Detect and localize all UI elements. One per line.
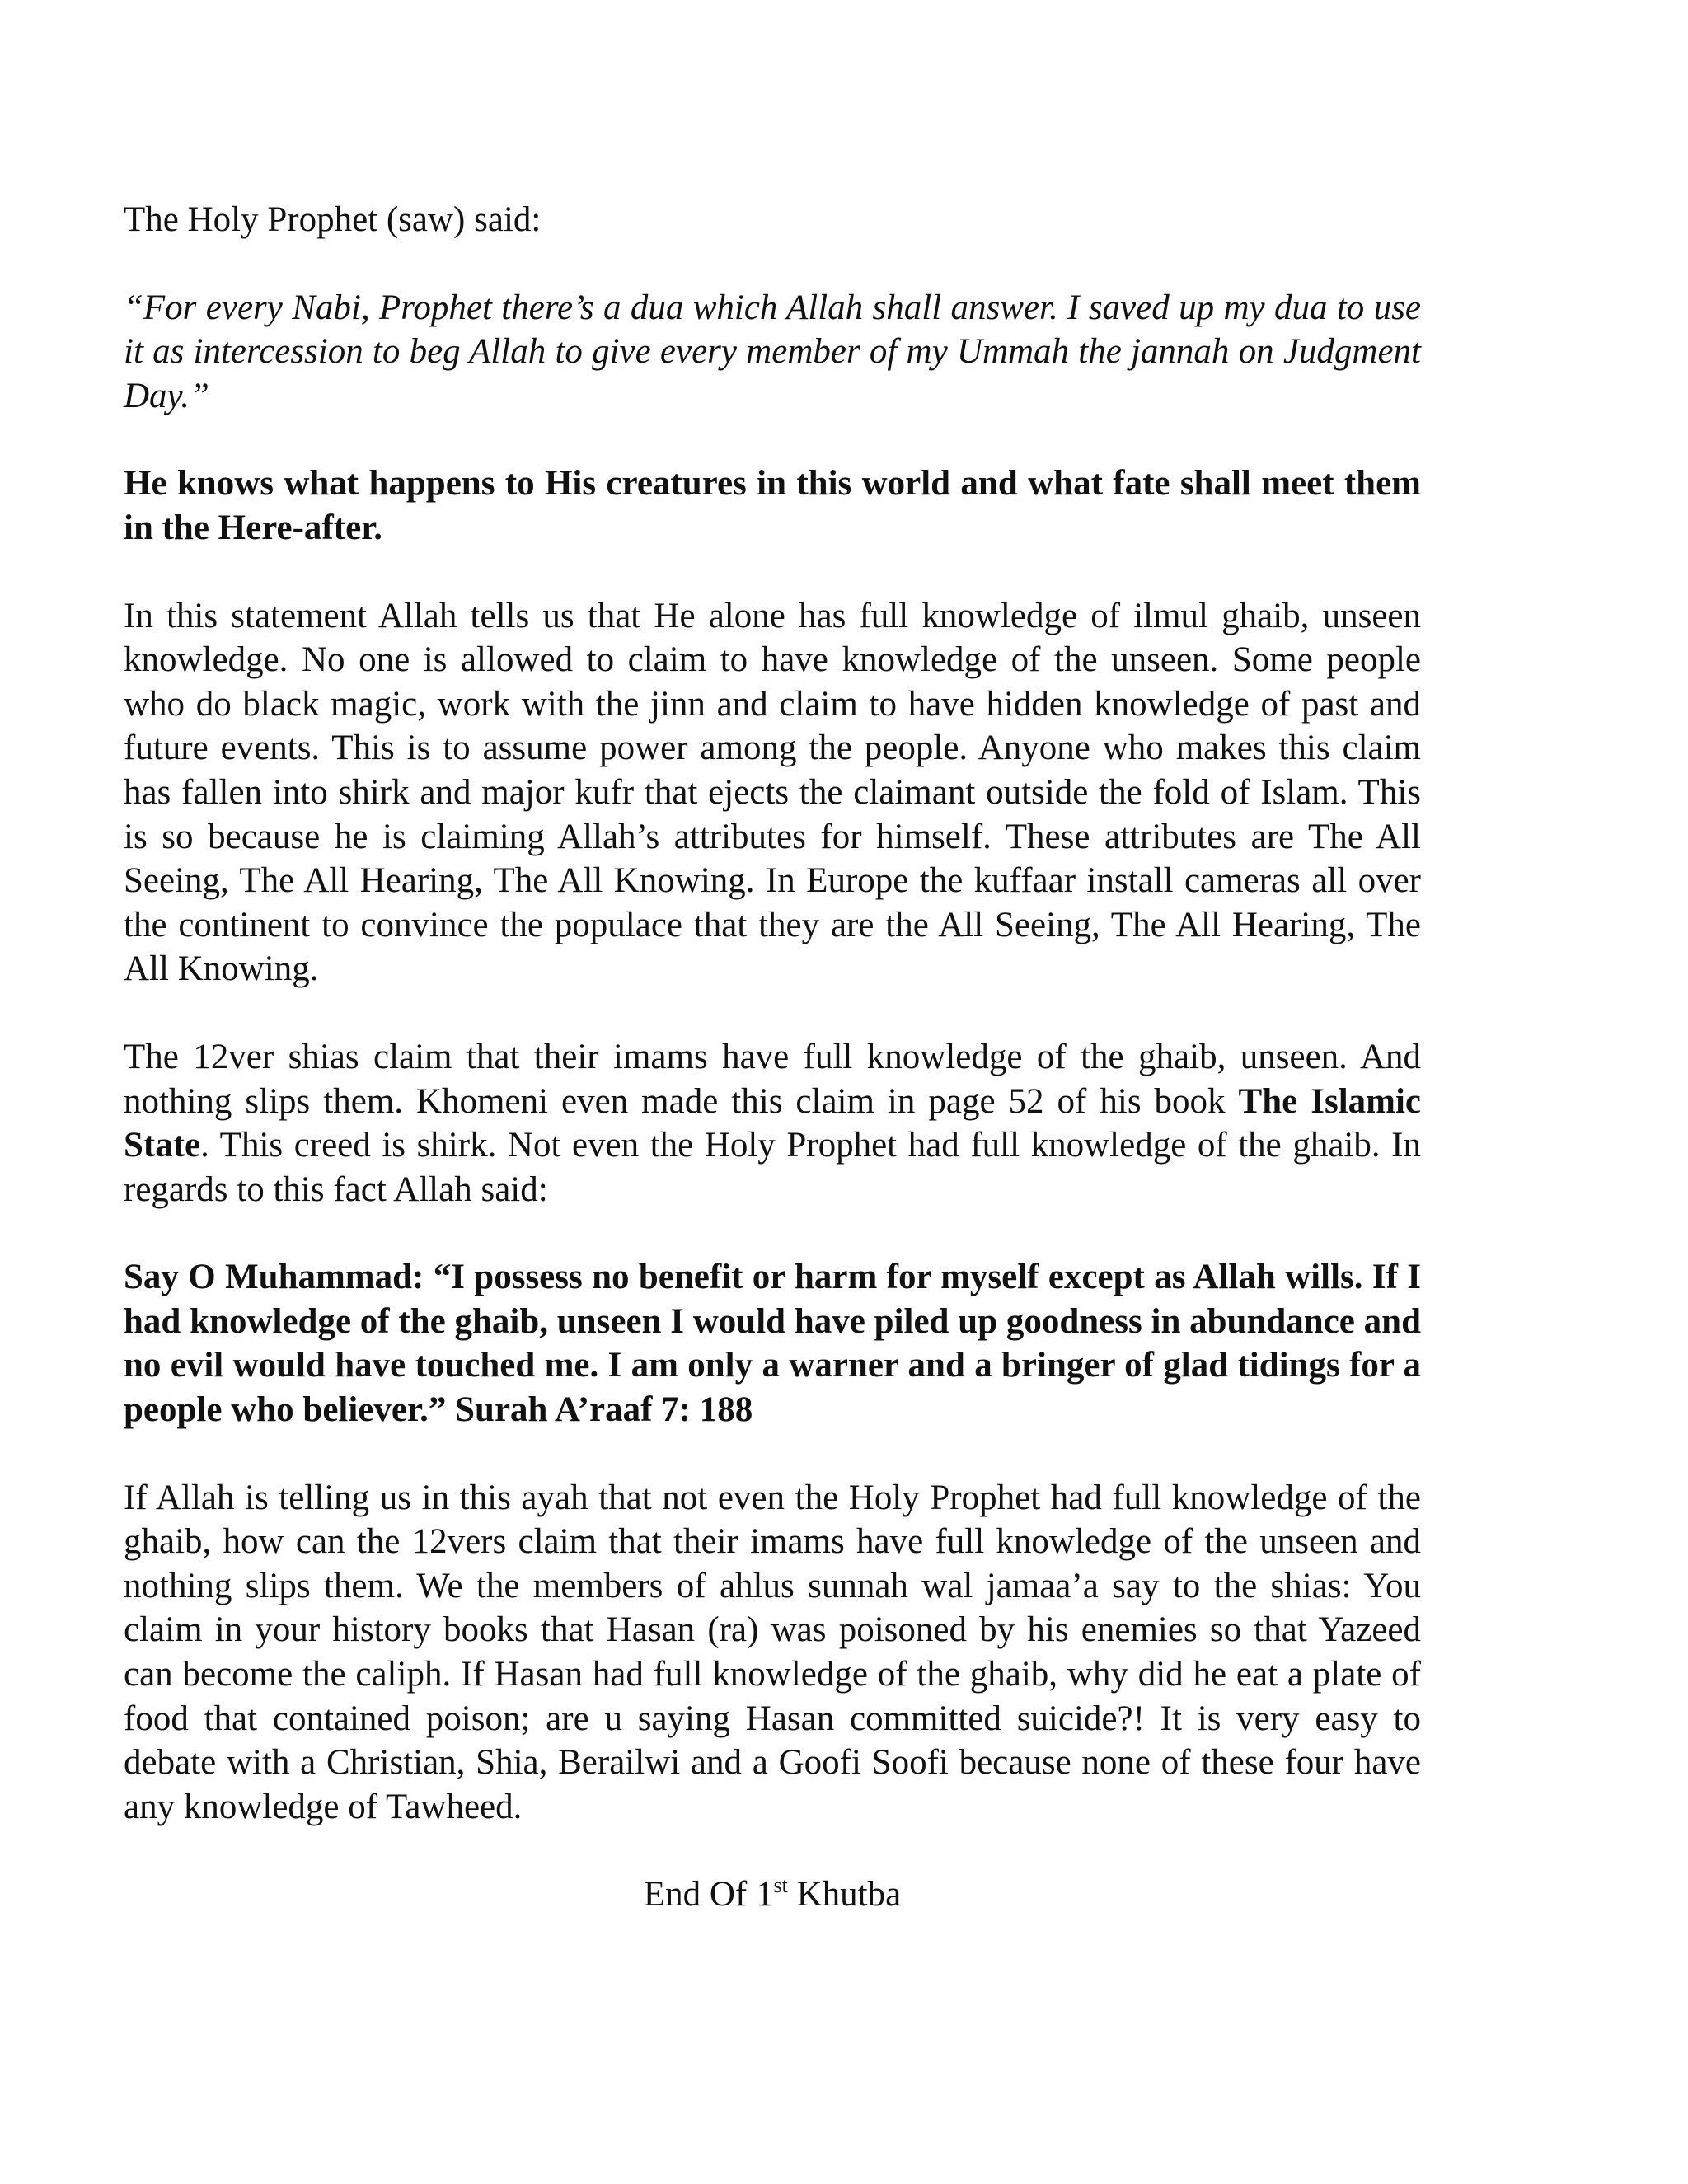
paragraph-ilmul-ghaib: In this statement Allah tells us that He alone has full knowledge of ilmul ghaib, unseen knowledge. No one is allowed to claim to have knowledge of the unseen. Some people who do black magic, work with the jinn and claim to have hidden knowledge of past and future events. This is to assume power among the people. Anyone who makes this claim has fallen into shirk and major kufr that ejects the claimant outside the fold of Islam. This is so because he is claiming Allah’s attributes for himself. These attributes are The All Seeing, The All Hearing, The All Knowing. In Europe the kuffaar install cameras all over the continent to convince the populace that they are the All Seeing, The All Hearing, The All Knowing.: [124, 596, 1421, 989]
paragraph-12ver-shias-text-before: The 12ver shias claim that their imams have full knowledge of the ghaib, unseen. And nothing slips them. Khomeni even made this claim in page 52 of his book: [124, 1037, 1421, 1121]
end-of-khutba: [124, 1872, 1421, 1917]
end-suffix: Khutba: [787, 1875, 902, 1915]
document-page: [124, 198, 1421, 1917]
quran-verse: Say O Muhammad: “I possess no benefit or harm for myself except as Allah wills. If I had knowledge of the ghaib, unseen I would have piled up goodness in abundance and no evil would have touched me. I am only a warner and a bringer of glad tidings for a people who believer.” Surah A’raaf 7: 188: [124, 1258, 1421, 1430]
end-prefix: End Of 1: [643, 1875, 774, 1915]
bold-heading: He knows what happens to His creatures in this world and what fate shall meet them in the Here-after.: [124, 464, 1421, 547]
paragraph-12ver-shias-text-after: . This creed is shirk. Not even the Holy Prophet had full knowledge of the ghaib. In regards to this fact Allah said:: [124, 1126, 1421, 1209]
paragraph-hasan: If Allah is telling us in this ayah that not even the Holy Prophet had full knowledge of the ghaib, how can the 12vers claim that their imams have full knowledge of the unseen and nothing slips them. We the members of ahlus sunnah wal jamaa’a say to the shias: You claim in your history books that Hasan (ra) was poisoned by his enemies so that Yazeed can become the caliph. If Hasan had full knowledge of the ghaib, why did he eat a plate of food that contained poison; are u saying Hasan committed suicide?! It is very easy to debate with a Christian, Shia, Berailwi and a Goofi Soofi because none of these four have any knowledge of Tawheed.: [124, 1478, 1421, 1826]
paragraph-12ver-shias: [124, 1035, 1421, 1212]
hadith-quote: “For every Nabi, Prophet there’s a dua which Allah shall answer. I saved up my dua to use it as intercession to beg Allah to give every member of my Ummah the jannah on Judgment Day.”: [124, 288, 1421, 415]
intro-line: The Holy Prophet (saw) said:: [124, 200, 542, 239]
end-superscript: st: [773, 1873, 788, 1898]
book-title: The Islamic State: [124, 1081, 1421, 1165]
